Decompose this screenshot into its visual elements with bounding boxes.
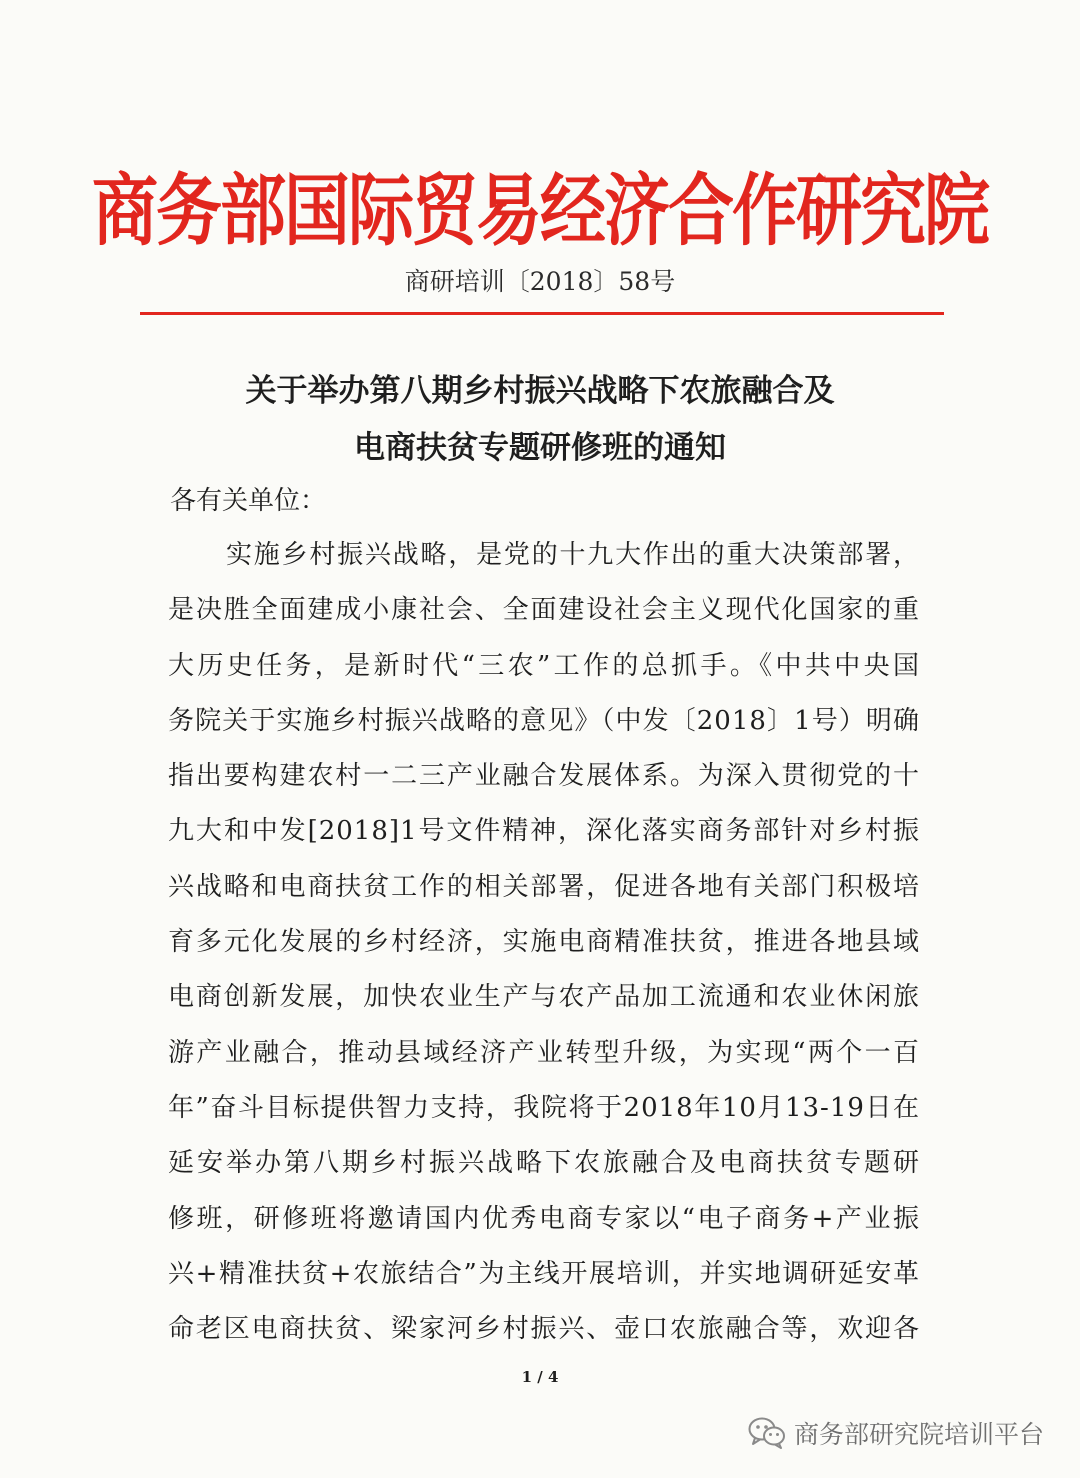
page-number: 1 / 4 bbox=[521, 1368, 559, 1386]
body-line: 电商创新发展，加快农业生产与农产品加工流通和农业休闲旅 bbox=[168, 982, 920, 1013]
salutation: 各有关单位： bbox=[170, 486, 327, 516]
wechat-icon bbox=[748, 1417, 786, 1449]
body-text bbox=[168, 528, 920, 1357]
document-title bbox=[0, 363, 1080, 477]
title-line-1: 关于举办第八期乡村振兴战略下农旅融合及 bbox=[245, 373, 835, 409]
body-line: 年”奋斗目标提供智力支持，我院将于2018年10月13-19日在 bbox=[168, 1092, 920, 1123]
watermark bbox=[748, 1415, 1044, 1451]
body-line: 指出要构建农村一二三产业融合发展体系。为深入贯彻党的十 bbox=[168, 761, 920, 792]
document-number: 商研培训〔2018〕58号 bbox=[404, 267, 676, 296]
watermark-text: 商务部研究院培训平台 bbox=[793, 1420, 1044, 1449]
body-line: 实施乡村振兴战略，是党的十九大作出的重大决策部署， bbox=[226, 540, 920, 570]
body-line: 命老区电商扶贫、梁家河乡村振兴、壶口农旅融合等，欢迎各 bbox=[168, 1314, 920, 1345]
body-line: 兴战略和电商扶贫工作的相关部署，促进各地有关部门积极培 bbox=[168, 871, 920, 902]
body-line: 是决胜全面建成小康社会、全面建设社会主义现代化国家的重 bbox=[168, 595, 920, 626]
body-line: 游产业融合，推动县域经济产业转型升级，为实现“两个一百 bbox=[168, 1037, 920, 1068]
body-line: 务院关于实施乡村振兴战略的意见》（中发〔2018〕1号）明确 bbox=[168, 705, 920, 736]
body-line: 大历史任务，是新时代“三农”工作的总抓手。《中共中央国 bbox=[168, 650, 920, 681]
body-line: 兴+精准扶贫+农旅结合”为主线开展培训，并实地调研延安革 bbox=[168, 1258, 920, 1289]
red-divider bbox=[140, 312, 944, 315]
body-line: 修班，研修班将邀请国内优秀电商专家以“电子商务+产业振 bbox=[168, 1203, 920, 1234]
organization-header: 商务部国际贸易经济合作研究院 bbox=[92, 165, 988, 257]
body-line: 延安举办第八期乡村振兴战略下农旅融合及电商扶贫专题研 bbox=[168, 1148, 920, 1179]
title-line-2: 电商扶贫专题研修班的通知 bbox=[354, 430, 726, 466]
body-line: 九大和中发[2018]1号文件精神，深化落实商务部针对乡村振 bbox=[168, 816, 920, 847]
body-line: 育多元化发展的乡村经济，实施电商精准扶贫，推进各地县域 bbox=[168, 927, 920, 958]
